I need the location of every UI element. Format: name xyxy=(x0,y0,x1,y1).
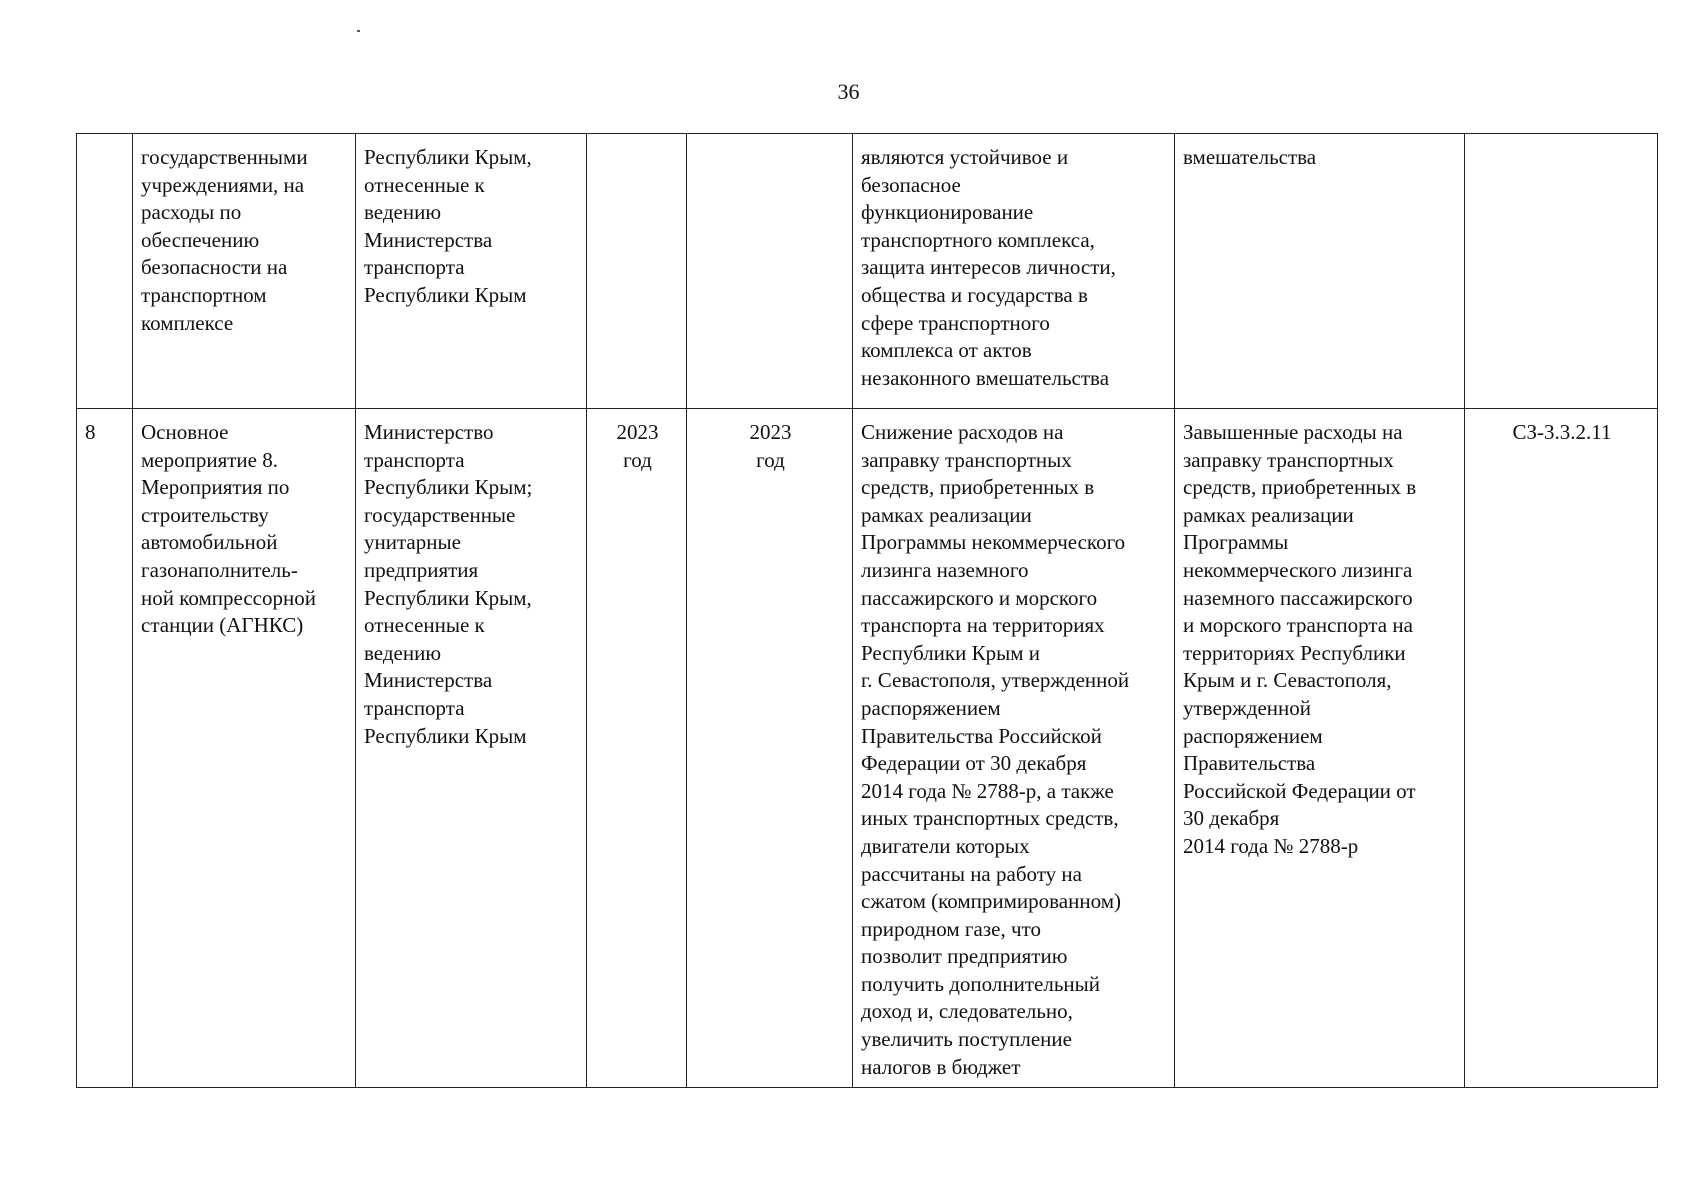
scan-speck xyxy=(357,30,360,32)
indicator-code-cell xyxy=(1465,134,1658,409)
indicator-code-cell: СЗ-3.3.2.11 xyxy=(1465,409,1658,1088)
consequences-cell: Завышенные расходы на заправку транспортных средств, приобретенных в рамках реализации Программы некоммерческого лизинга наземного пассажирского и морского транспорта на территориях Республики Крым и г. Севастополя, утвержденной распоряжением Правительства Российской Федерации от 30 декабря 2014 года № 2788-р xyxy=(1175,409,1465,1088)
row-number-cell xyxy=(77,134,133,409)
end-year-cell: 2023 год xyxy=(687,409,853,1088)
table-row xyxy=(77,409,1658,1088)
start-year-cell: 2023 год xyxy=(587,409,687,1088)
page-number: 36 xyxy=(837,79,860,104)
end-year-cell xyxy=(687,134,853,409)
start-year-cell xyxy=(587,134,687,409)
row-number-cell: 8 xyxy=(77,409,133,1088)
measures-table xyxy=(76,133,1658,1088)
measure-cell: Основное мероприятие 8. Мероприятия по строительству автомобильной газонаполнитель- ной компрессорной станции (АГНКС) xyxy=(133,409,356,1088)
result-cell: являются устойчивое и безопасное функционирование транспортного комплекса, защита интересов личности, общества и государства в сфере транспортного комплекса от актов незаконного вмешательства xyxy=(853,134,1175,409)
table-row xyxy=(77,134,1658,409)
consequences-cell: вмешательства xyxy=(1175,134,1465,409)
measure-cell: государственными учреждениями, на расходы по обеспечению безопасности на транспортном комплексе xyxy=(133,134,356,409)
executor-cell: Министерство транспорта Республики Крым; государственные унитарные предприятия Республики Крым, отнесенные к ведению Министерства транспорта Республики Крым xyxy=(356,409,587,1088)
executor-cell: Республики Крым, отнесенные к ведению Министерства транспорта Республики Крым xyxy=(356,134,587,409)
result-cell: Снижение расходов на заправку транспортных средств, приобретенных в рамках реализации Программы некоммерческого лизинга наземного пассажирского и морского транспорта на территориях Республики Крым и г. Севастополя, утвержденной распоряжением Правительства Российской Федерации от 30 декабря 2014 года № 2788-р, а также иных транспортных средств, двигатели которых рассчитаны на работу на сжатом (компримированном) природном газе, что позволит предприятию получить дополнительный доход и, следовательно, увеличить поступление налогов в бюджет xyxy=(853,409,1175,1088)
